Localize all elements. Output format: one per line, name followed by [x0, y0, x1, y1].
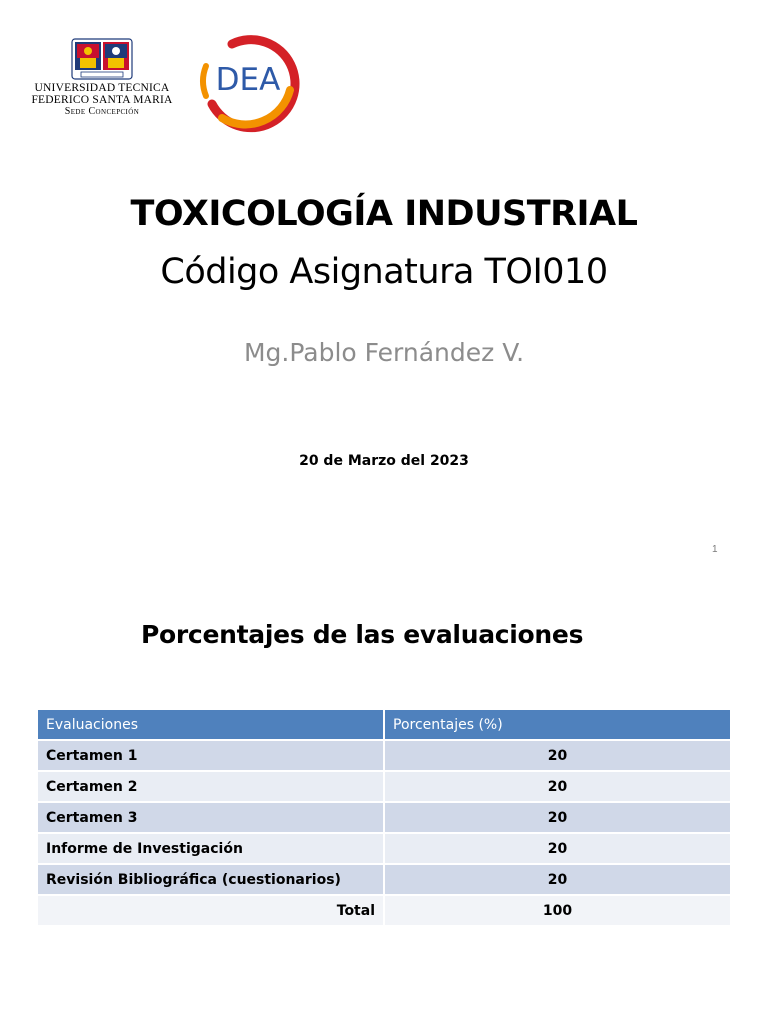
- header-evaluaciones: Evaluaciones: [38, 710, 384, 740]
- row-value: 20: [384, 740, 730, 771]
- row-value: 20: [384, 802, 730, 833]
- course-title: TOXICOLOGÍA INDUSTRIAL: [130, 194, 638, 234]
- row-value: 20: [384, 833, 730, 864]
- row-value: 20: [384, 771, 730, 802]
- evaluations-title: Porcentajes de las evaluaciones: [141, 620, 584, 649]
- page-number: 1: [712, 544, 718, 555]
- row-label: Informe de Investigación: [38, 833, 384, 864]
- row-label: Certamen 1: [38, 740, 384, 771]
- presentation-date: 20 de Marzo del 2023: [299, 453, 469, 469]
- evaluations-table: [38, 710, 730, 925]
- table-row: [38, 864, 730, 895]
- row-label: Revisión Bibliográfica (cuestionarios): [38, 864, 384, 895]
- table-row: [38, 802, 730, 833]
- row-label: Certamen 3: [38, 802, 384, 833]
- total-label: Total: [38, 895, 384, 925]
- university-name-line-1: UNIVERSIDAD TECNICA: [34, 82, 170, 94]
- row-label: Certamen 2: [38, 771, 384, 802]
- table-header-row: [38, 710, 730, 740]
- university-shield-icon: [71, 38, 133, 82]
- university-name-line-2: FEDERICO SANTA MARIA: [31, 94, 173, 106]
- table-row: [38, 833, 730, 864]
- evaluations-slide: [0, 570, 768, 1024]
- total-value: 100: [384, 895, 730, 925]
- university-campus: Sede Concepción: [64, 106, 140, 117]
- usm-logo: [24, 38, 180, 118]
- table-total-row: [38, 895, 730, 925]
- header-porcentajes: Porcentajes (%): [384, 710, 730, 740]
- table-row: [38, 740, 730, 771]
- row-value: 20: [384, 864, 730, 895]
- dea-logo: [192, 26, 302, 136]
- author-name: Mg.Pablo Fernández V.: [243, 338, 525, 367]
- course-code: Código Asignatura TOI010: [160, 252, 608, 292]
- dea-logo-text: DEA: [215, 62, 281, 98]
- table-row: [38, 771, 730, 802]
